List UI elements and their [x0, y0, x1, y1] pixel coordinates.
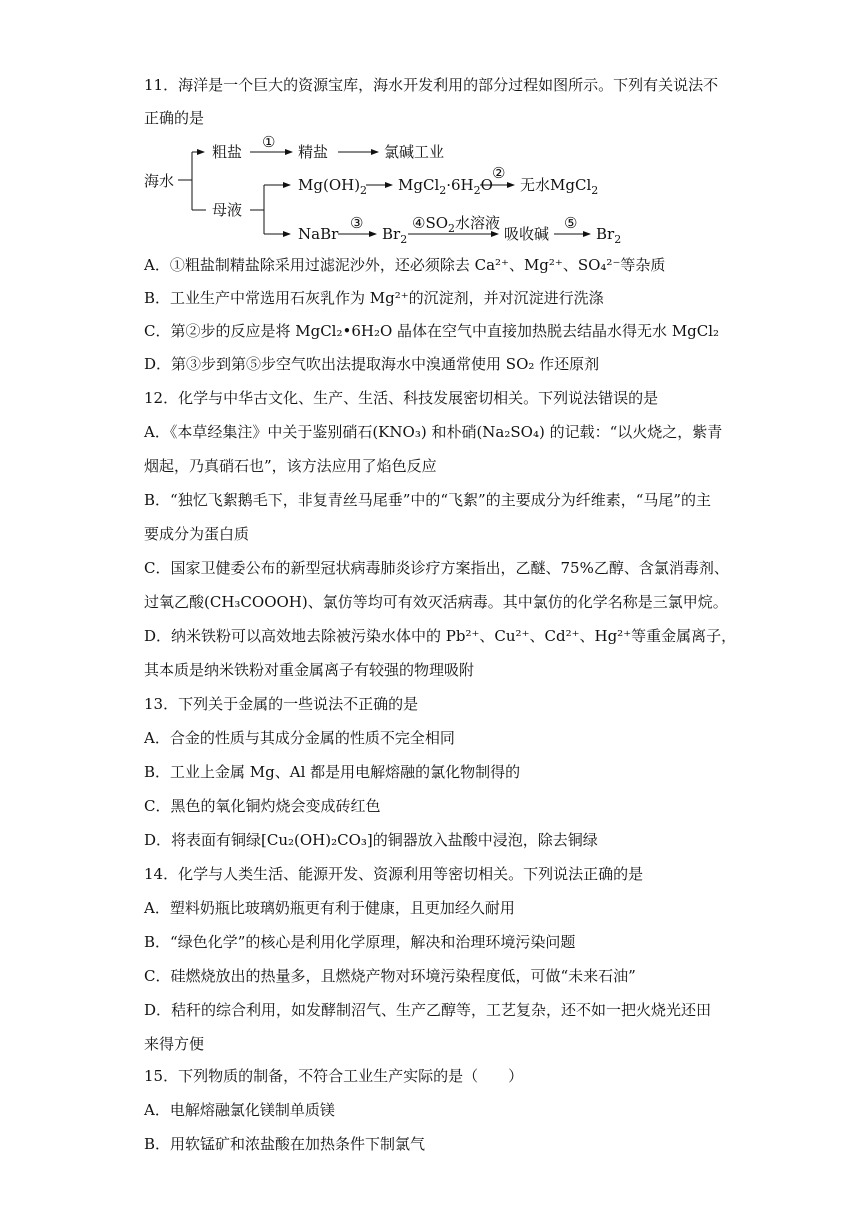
label-step2: ②	[492, 164, 506, 182]
q11-option-d: D．第③步到第⑤步空气吹出法提取海水中溴通常使用 SO₂ 作还原剂	[144, 355, 600, 373]
q11-option-b: B．工业生产中常选用石灰乳作为 Mg²⁺的沉淀剂，并对沉淀进行洗涤	[144, 289, 604, 307]
node-mgcl2-hydrate: $MgCl_2\cdot 6H_2O$	[398, 176, 493, 197]
q14-line: C．硅燃烧放出的热量多，且燃烧产物对环境污染程度低，可做“未来石油”	[144, 967, 636, 985]
node-chlor-alkali: 氯碱工业	[384, 143, 445, 161]
q14-line: A．塑料奶瓶比玻璃奶瓶更有利于健康，且更加经久耐用	[144, 899, 515, 917]
q12-line: 要成分为蛋白质	[144, 525, 250, 543]
q15-option-b: B．用软锰矿和浓盐酸在加热条件下制氯气	[144, 1135, 426, 1153]
node-refined-salt: 精盐	[298, 143, 329, 161]
q12-line: A．《本草经集注》中关于鉴别硝石(KNO₃) 和朴硝(Na₂SO₄) 的记载：“以火烧之，紫青	[144, 423, 723, 441]
q15-stem: 15．下列物质的制备，不符合工业生产实际的是（ ）	[144, 1067, 524, 1085]
node-br2-a: $Br_2$	[382, 225, 408, 246]
node-nabr: NaBr	[298, 225, 339, 243]
q12-line: 过氧乙酸(CH₃COOOH)、氯仿等均可有效灭活病毒。其中氯仿的化学名称是三氯甲烷。	[144, 593, 728, 611]
q11-option-a: A．①粗盐制精盐除采用过滤泥沙外，还必须除去 Ca²⁺、Mg²⁺、SO₄²⁻等杂质	[144, 256, 666, 274]
q11-stem-line2: 正确的是	[144, 109, 205, 127]
node-mgoh2: $Mg(OH)_2$	[298, 176, 368, 197]
q12-line: D．纳米铁粉可以高效地去除被污染水体中的 Pb²⁺、Cu²⁺、Cd²⁺、Hg²⁺等重金属离子，	[144, 627, 737, 645]
label-step1: ①	[262, 133, 276, 151]
node-absorb-alkali: 吸收碱	[504, 225, 550, 243]
q14-line: B．“绿色化学”的核心是利用化学原理，解决和治理环境污染问题	[144, 933, 576, 951]
node-crude-salt: 粗盐	[212, 143, 243, 161]
node-mother-liquor: 母液	[212, 201, 243, 219]
node-seawater: 海水	[144, 172, 175, 190]
q13-stem: 13．下列关于金属的一些说法不正确的是	[144, 695, 419, 713]
q13-option-a: A．合金的性质与其成分金属的性质不完全相同	[144, 729, 455, 747]
q12-line: B．“独忆飞絮鹅毛下，非复青丝马尾垂”中的“飞絮”的主要成分为纤维素，“马尾”的主	[144, 491, 712, 509]
label-step4: $④SO_2$水溶液	[412, 214, 501, 235]
q15-option-a: A．电解熔融氯化镁制单质镁	[144, 1101, 335, 1119]
q11-stem-line1: 11．海洋是一个巨大的资源宝库，海水开发利用的部分过程如图所示。下列有关说法不	[144, 76, 719, 94]
q12-line: 烟起，乃真硝石也”，该方法应用了焰色反应	[144, 457, 437, 475]
q13-option-c: C．黑色的氧化铜灼烧会变成砖红色	[144, 797, 381, 815]
q12-stem: 12．化学与中华古文化、生产、生活、科技发展密切相关。下列说法错误的是	[144, 389, 659, 407]
q14-line: 来得方便	[144, 1035, 205, 1053]
label-step3: ③	[350, 214, 364, 232]
q14-line: D．秸秆的综合利用，如发酵制沼气、生产乙醇等，工艺复杂，还不如一把火烧光还田	[144, 1001, 712, 1019]
seawater-process-diagram	[140, 130, 700, 250]
q13-option-d: D．将表面有铜绿[Cu₂(OH)₂CO₃]的铜器放入盐酸中浸泡，除去铜绿	[144, 831, 598, 849]
q13-option-b: B．工业上金属 Mg、Al 都是用电解熔融的氯化物制得的	[144, 763, 521, 781]
node-br2-b: $Br_2$	[596, 225, 622, 246]
q11-option-c: C．第②步的反应是将 MgCl₂•6H₂O 晶体在空气中直接加热脱去结晶水得无水 MgCl₂	[144, 322, 720, 340]
q14-stem: 14．化学与人类生活、能源开发、资源利用等密切相关。下列说法正确的是	[144, 865, 644, 883]
q12-line: 其本质是纳米铁粉对重金属离子有较强的物理吸附	[144, 661, 475, 679]
label-step5: ⑤	[564, 214, 578, 232]
node-anhydrous-mgcl2: 无水MgCl$_2$	[520, 176, 599, 197]
q12-line: C．国家卫健委公布的新型冠状病毒肺炎诊疗方案指出，乙醚、75%乙醇、含氯消毒剂、	[144, 559, 729, 577]
